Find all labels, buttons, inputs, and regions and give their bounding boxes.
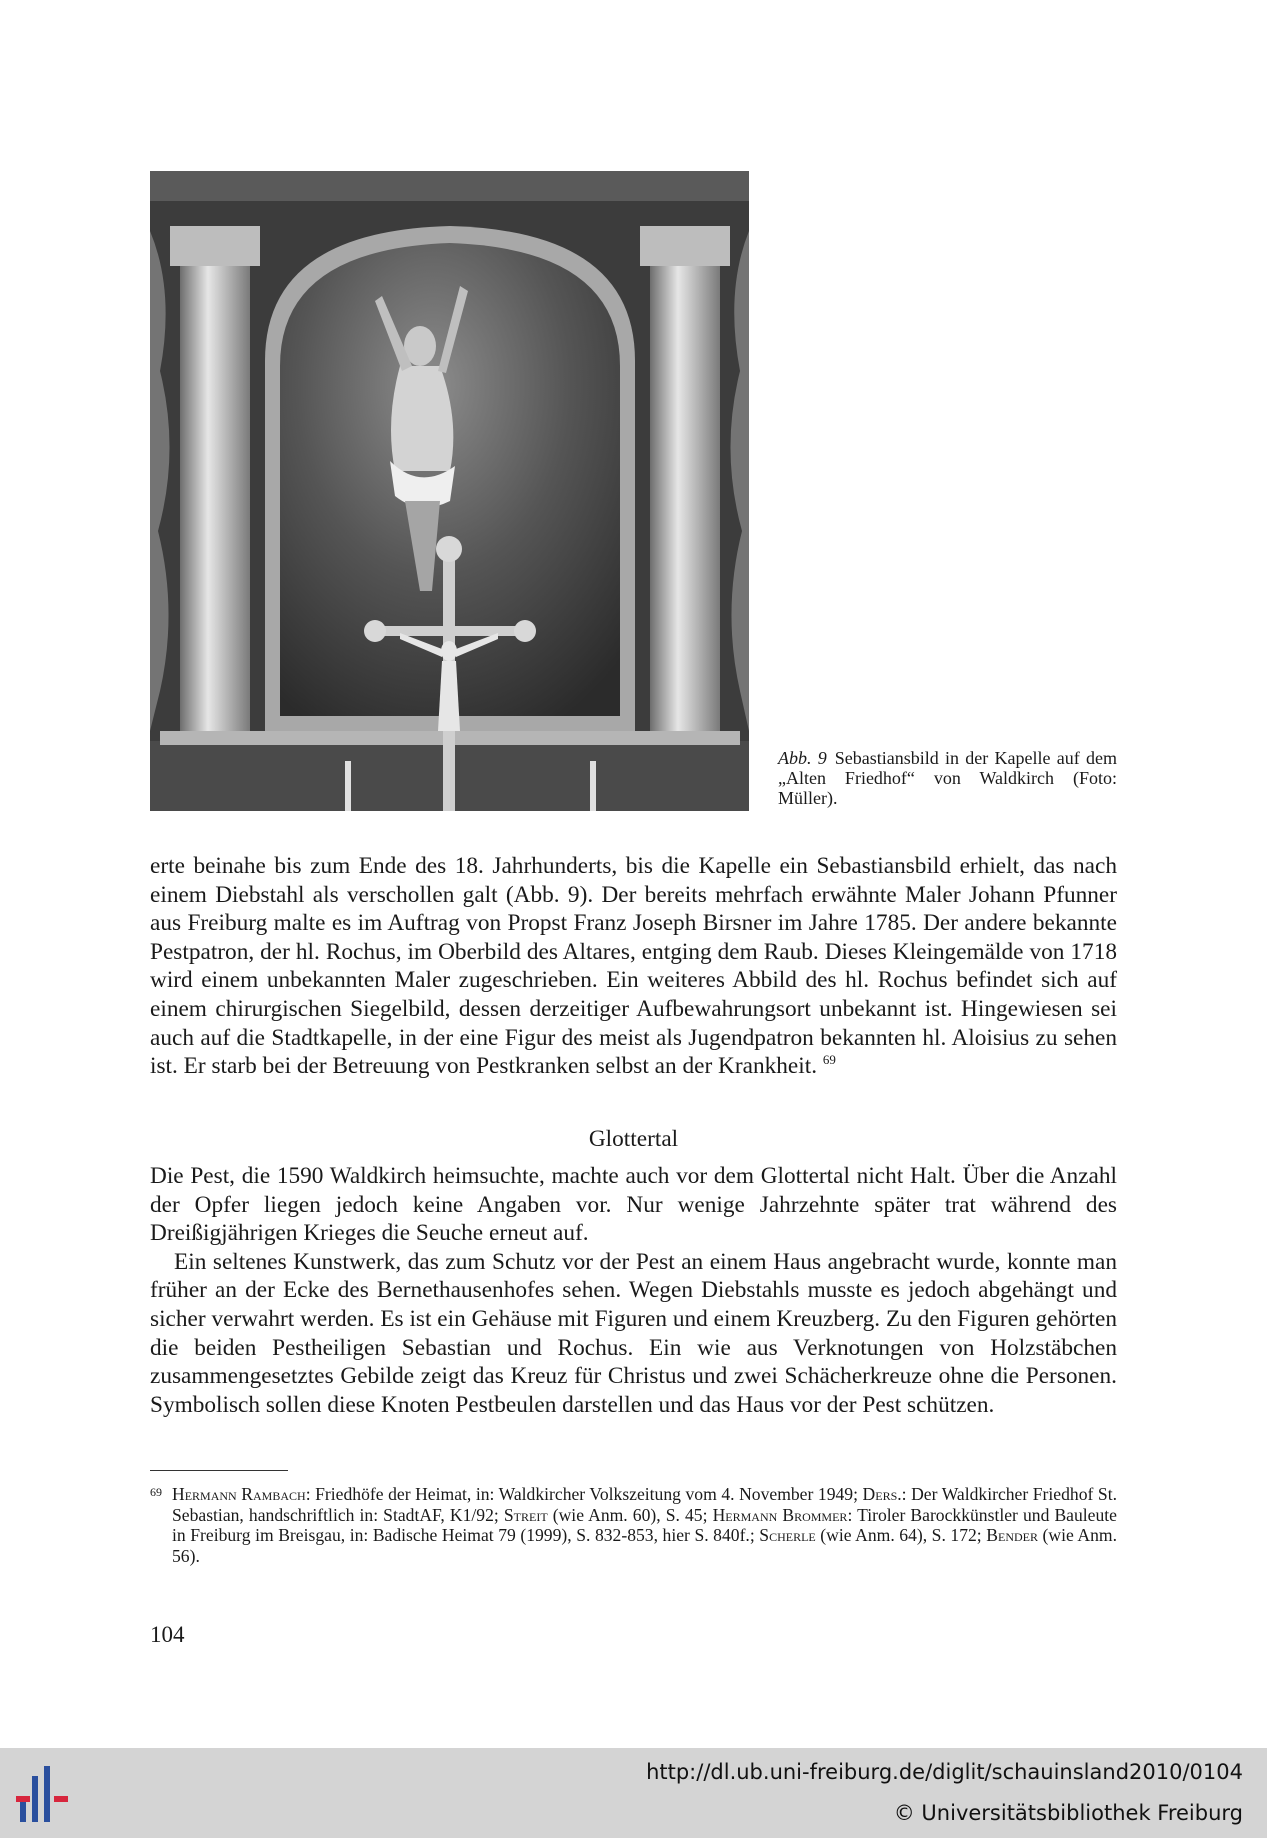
section-body [150,1162,1117,1419]
figure-caption-text: Sebastiansbild in der Kapelle auf dem „Alten Friedhof“ von Waldkirch (Foto: Müller). [778,748,1117,808]
footnote-text-4: : Tiroler Barockkünstler und Bauleute in Freiburg im Breisgau, in: Badische Heimat 79 (1999), S. 832-853, hier S. 840f.; [172,1504,1117,1545]
figure-caption-label: Abb. 9 [778,748,827,768]
footnote-number: 69 [150,1485,162,1499]
altar-photograph [150,171,749,811]
footer-bar [0,1748,1267,1838]
footnote-text-2: : Der Waldkircher Friedhof St. Sebastian, handschriftlich in: StadtAF, K1/92; [172,1484,1117,1525]
section-paragraph-b: Ein seltenes Kunstwerk, das zum Schutz vor der Pest an einem Haus angebracht wurde, konnte man früher an der Ecke des Bernethausenhofes sehen. Wegen Diebstahls musste es jedoch abgehängt und sicher verwahrt werden. Es ist ein Gehäuse mit Figuren und einem Kreuzberg. Zu den Figuren gehörten die beiden Pestheiligen Sebastian und Rochus. Ein wie aus Verknotungen von Holzstäbchen zusammengesetztes Gebilde zeigt das Kreuz für Christus und zwei Schächerkreuze ohne die Personen. Symbolisch sollen diese Knoten Pestbeulen darstellen und das Haus vor der Pest schützen. [150,1248,1117,1418]
page-number: 104 [150,1622,185,1647]
footnote-text-3: (wie Anm. 60), S. 45; [547,1504,713,1525]
body-paragraph-1 [150,852,1117,1081]
footnote-bender: Bender [986,1525,1038,1545]
footnote-text-6: (wie Anm. 56). [172,1525,1117,1566]
footnote [150,1484,1117,1566]
altar-photograph-drawing [150,171,749,811]
footnote-author-brommer: Hermann Brommer [712,1504,848,1525]
section-paragraph-a: Die Pest, die 1590 Waldkirch heimsuchte, machte auch vor dem Glottertal nicht Halt. Über die Anzahl der Opfer liegen jedoch keine Angaben vor. Nur wenige Jahrzehnte später trat während des Dreißigjährigen Krieges die Seuche erneut auf. [150,1163,1117,1247]
footnote-author-rambach: Hermann Rambach [172,1484,306,1504]
footer-copyright: © Universitätsbibliothek Freiburg [893,1801,1243,1825]
footer-url-link[interactable]: http://dl.ub.uni-freiburg.de/diglit/schauinsland2010/0104 [646,1760,1243,1784]
footnote-ders: Ders. [862,1484,902,1504]
footnote-text-5: (wie Anm. 64), S. 172; [815,1525,987,1545]
library-logo-icon [14,1762,78,1824]
footnote-separator [150,1470,288,1471]
footnote-text-1: : Friedhöfe der Heimat, in: Waldkircher Volkszeitung vom 4. November 1949; [305,1484,863,1504]
footnote-streit: Streit [503,1504,548,1525]
section-heading: Glottertal [588,1126,679,1152]
figure-caption [778,748,1117,808]
footnote-scherle: Scherle [759,1525,816,1545]
paragraph-1-text: erte beinahe bis zum Ende des 18. Jahrhunderts, bis die Kapelle ein Sebastiansbild erhielt, das nach einem Diebstahl als verschollen galt (Abb. 9). Der bereits mehrfach erwähnte Maler Johann Pfunner aus Freiburg malte es im Auftrag von Propst Franz Joseph Birsner im Jahre 1785. Der andere bekannte Pestpatron, der hl. Rochus, im Oberbild des Altares, entging dem Raub. Dieses Kleingemälde von 1718 wird einem unbekannten Maler zugeschrieben. Ein weiteres Abbild des hl. Rochus befindet sich auf einem chirurgischen Siegelbild, dessen derzeitiger Aufbewahrungsort unbekannt ist. Hingewiesen sei auch auf die Stadtkapelle, in der eine Figur des meist als Jugendpatron bekannten hl. Aloisius zu sehen ist. Er starb bei der Betreuung von Pestkranken selbst an der Krankheit. [150,853,1117,1080]
footnote-reference: 69 [822,1052,836,1068]
